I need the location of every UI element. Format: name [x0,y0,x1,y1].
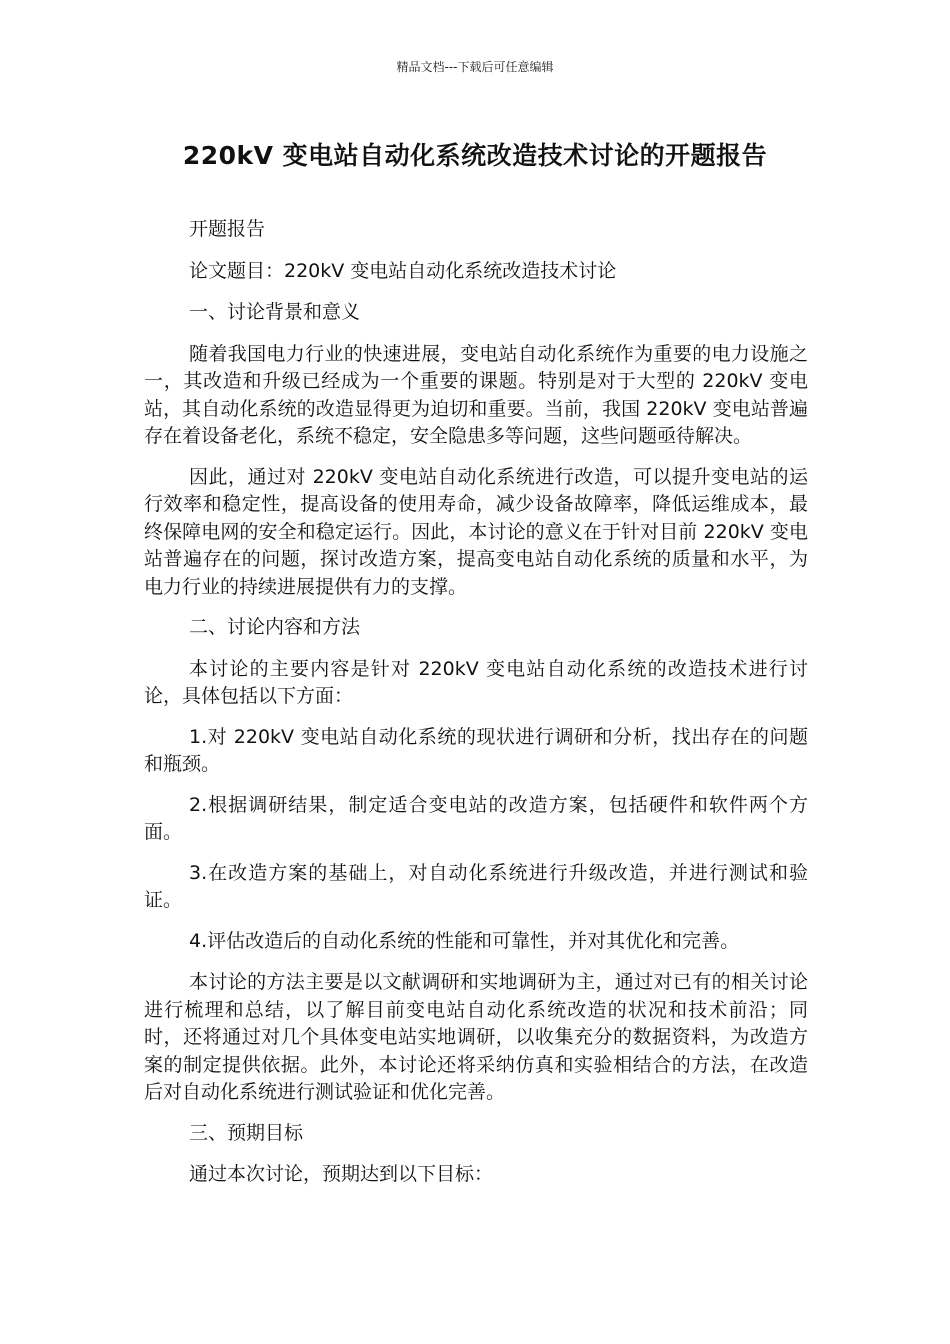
document-title: 220kV 变电站自动化系统改造技术讨论的开题报告 [182,141,768,170]
paragraph-content-intro: 本讨论的主要内容是针对 220kV 变电站自动化系统的改造技术进行讨论，具体包括以下方面： [144,657,808,707]
section-heading-1: 一、讨论背景和意义 [189,301,361,323]
thesis-title-line: 论文题目：220kV 变电站自动化系统改造技术讨论 [189,259,617,282]
list-item-1: 1.对 220kV 变电站自动化系统的现状进行调研和分析，找出存在的问题和瓶颈。 [144,725,808,775]
list-item-2: 2.根据调研结果，制定适合变电站的改造方案，包括硬件和软件两个方面。 [144,793,808,843]
list-item-4: 4.评估改造后的自动化系统的性能和可靠性，并对其优化和完善。 [189,929,740,952]
paragraph-background: 随着我国电力行业的快速进展，变电站自动化系统作为重要的电力设施之一，其改造和升级已经成为一个重要的课题。特别是对于大型的 220kV 变电站，其自动化系统的改造显得更为迫切和重要。当前，我国 220kV 变电站普遍存在着设备老化，系统不稳定，安全隐患多等问题，这些问题亟待解决。 [144,342,808,447]
paragraph-goals-intro: 通过本次讨论，预期达到以下目标： [189,1163,494,1185]
header-note: 精品文档---下载后可任意编辑 [396,60,554,74]
section-heading-3: 三、预期目标 [189,1121,304,1144]
section-heading-2: 二、讨论内容和方法 [189,616,361,638]
document-body [144,216,808,1203]
section-label-kaiti: 开题报告 [189,218,266,240]
list-item-3: 3.在改造方案的基础上，对自动化系统进行升级改造，并进行测试和验证。 [144,861,808,911]
paragraph-methods: 本讨论的方法主要是以文献调研和实地调研为主，通过对已有的相关讨论进行梳理和总结，以了解目前变电站自动化系统改造的状况和技术前沿；同时，还将通过对几个具体变电站实地调研，以收集充分的数据资料，为改造方案的制定提供依据。此外，本讨论还将采纳仿真和实验相结合的方法，在改造后对自动化系统进行测试验证和优化完善。 [144,971,808,1103]
paragraph-significance: 因此，通过对 220kV 变电站自动化系统进行改造，可以提升变电站的运行效率和稳定性，提高设备的使用寿命，减少设备故障率，降低运维成本，最终保障电网的安全和稳定运行。因此，本讨论的意义在于针对目前 220kV 变电站普遍存在的问题，探讨改造方案，提高变电站自动化系统的质量和水平，为电力行业的持续进展提供有力的支撑。 [144,465,808,598]
